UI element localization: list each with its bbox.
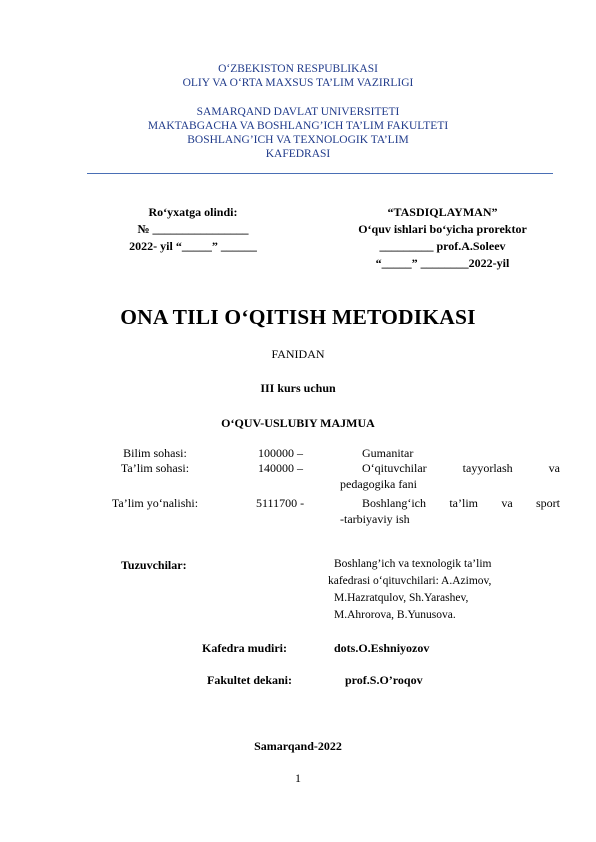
field-value-education-cont: pedagogika fani: [340, 477, 417, 491]
field-code-knowledge: 100000 –: [258, 446, 303, 460]
field-label-knowledge: Bilim sohasi:: [123, 446, 187, 460]
field-value-education: O‘qituvchilar tayyorlash va: [362, 461, 560, 475]
field-value-knowledge: Gumanitar: [362, 446, 414, 460]
compilers-label: Tuzuvchilar:: [121, 558, 187, 572]
compilers-line-4: M.Ahrorova, B.Yunusova.: [334, 609, 456, 621]
approver-signature: _________ prof.A.Soleev: [379, 239, 506, 253]
field-value-direction: Boshlang‘ich ta’lim va sport: [362, 496, 560, 510]
field-label-education: Ta’lim sohasi:: [120, 461, 190, 475]
approve-label: “TASDIQLAYMAN”: [387, 205, 498, 219]
header-divider: [87, 173, 553, 174]
field-code-education: 140000 –: [258, 461, 303, 475]
department-head-label: Kafedra mudiri:: [202, 641, 287, 655]
registration-date: 2022- yil “_____” ______: [129, 239, 257, 253]
ministry-name: OLIY VA O‘RTA MAXSUS TA’LIM VAZIRLIGI: [182, 77, 414, 89]
field-label-direction: Ta’lim yo‘nalishi:: [111, 496, 199, 510]
compilers-line-1: Boshlang’ich va texnologik ta’lim: [334, 558, 492, 570]
document-type: O‘QUV-USLUBIY MAJMUA: [221, 416, 375, 430]
registration-number: № ________________: [137, 222, 249, 236]
field-value-direction-cont: -tarbiyaviy ish: [340, 512, 410, 526]
department-head-name: dots.O.Eshniyozov: [334, 641, 430, 655]
subtitle: FANIDAN: [271, 347, 325, 361]
page-number: 1: [295, 771, 301, 785]
place-year: Samarqand-2022: [254, 739, 342, 753]
dean-label: Fakultet dekani:: [207, 673, 293, 687]
university-name: SAMARQAND DAVLAT UNIVERSITETI: [196, 106, 400, 118]
approval-date: “_____” ________2022-yil: [375, 256, 510, 270]
department-word: KAFEDRASI: [265, 148, 331, 160]
ministry-country: O‘ZBEKISTON RESPUBLIKASI: [218, 63, 378, 75]
registered-label: Ro‘yxatga olindi:: [148, 205, 238, 219]
faculty-name: MAKTABGACHA VA BOSHLANG’ICH TA’LIM FAKULTETI: [147, 120, 449, 132]
department-name: BOSHLANG’ICH VA TEXNOLOGIK TA’LIM: [187, 134, 409, 146]
course-year: III kurs uchun: [260, 381, 336, 395]
approver-position: O‘quv ishlari bo‘yicha prorektor: [358, 222, 527, 236]
document-title: ONA TILI O‘QITISH METODIKASI: [120, 305, 476, 329]
dean-name: prof.S.O’roqov: [345, 673, 423, 687]
compilers-line-3: M.Hazratqulov, Sh.Yarashev,: [334, 592, 469, 604]
compilers-line-2: kafedrasi o‘qituvchilari: A.Azimov,: [328, 575, 492, 587]
field-code-direction: 5111700 -: [256, 496, 305, 510]
